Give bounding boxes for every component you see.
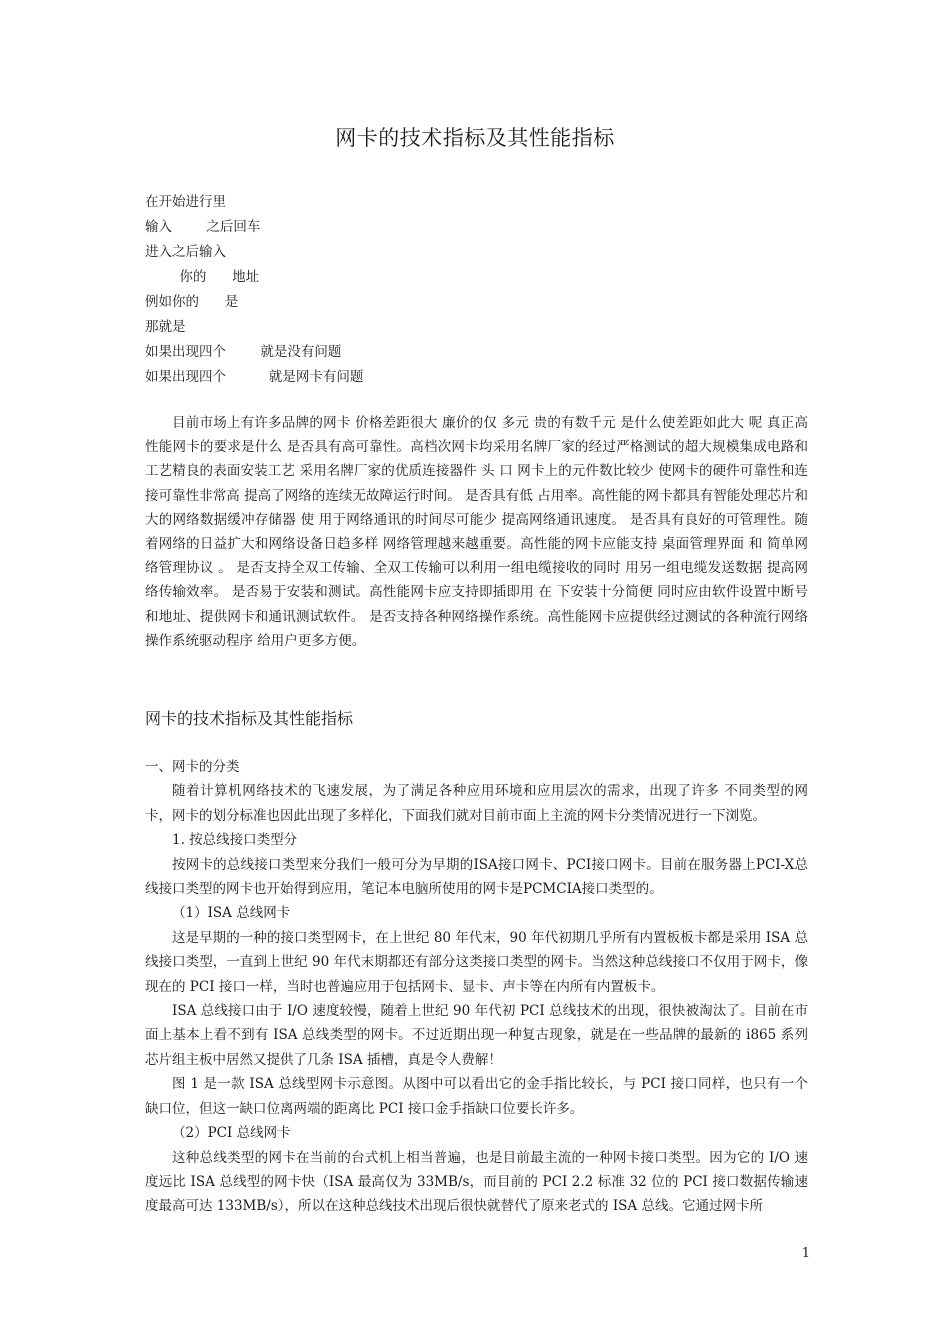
pci-paragraph: 这种总线类型的网卡在当前的台式机上相当普遍，也是目前最主流的一种网卡接口类型。因为它的 I/O 速度远比 ISA 总线型的网卡快（ISA 最高仅为 33MB/s，而目前的 PCI 2.2 标准 32 位的 PCI 接口数据传输速度最高可达 133MB/s），所以在这种总线技术出现后很快就替代了原来老式的 ISA 总线。它通过网卡所 bbox=[145, 1149, 808, 1215]
isa-heading: （1）ISA 总线网卡 bbox=[172, 905, 291, 922]
step-line: 例如你的 是 bbox=[145, 294, 239, 310]
classification-intro: 随着计算机网络技术的飞速发展，为了满足各种应用环境和应用层次的需求，出现了许多 不同类型的网卡，网卡的划分标准也因此出现了多样化，下面我们就对目前市面上主流的网卡分类情况进行一下浏览。 bbox=[145, 783, 808, 824]
step-line: 输入 之后回车 bbox=[145, 219, 261, 235]
classification-section bbox=[145, 755, 808, 1219]
isa-paragraph: 图 1 是一款 ISA 总线型网卡示意图。从图中可以看出它的金手指比较长，与 PCI 接口同样，也只有一个缺口位，但这一缺口位离两端的距离比 PCI 接口金手指缺口位要长许多。 bbox=[145, 1076, 808, 1117]
isa-paragraph: 这是早期的一种的接口类型网卡，在上世纪 80 年代末，90 年代初期几乎所有内置板板卡都是采用 ISA 总线接口类型，一直到上世纪 90 年代末期都还有部分这类接口类型的网卡。当然这种总线接口不仅用于网卡，像现在的 PCI 接口一样，当时也普遍应用于包括网卡、显卡、声卡等在内所有内置板卡。 bbox=[145, 929, 808, 995]
bus-type-paragraph: 按网卡的总线接口类型来分我们一般可分为早期的ISA接口网卡、PCI接口网卡。目前在服务器上PCI-X总线接口类型的网卡也开始得到应用，笔记本电脑所使用的网卡是PCMCIA接口类型的。 bbox=[145, 856, 808, 898]
step-line: 在开始进行里 bbox=[145, 194, 226, 210]
bus-type-subheading: 1. 按总线接口类型分 bbox=[172, 832, 298, 849]
step-line: 如果出现四个 就是网卡有问题 bbox=[145, 369, 364, 385]
step-line: 如果出现四个 就是没有问题 bbox=[145, 344, 342, 360]
section-title: 网卡的技术指标及其性能指标 bbox=[145, 709, 354, 728]
intro-paragraph: 目前市场上有许多品牌的网卡 价格差距很大 廉价的仅 多元 贵的有数千元 是什么使差距如此大 呢 真正高性能网卡的要求是什么 是否具有高可靠性。高档次网卡均采用名牌厂家的经过严格测试的超大规模集成电路和工艺精良的表面安装工艺 采用名牌厂家的优质连接器件 头 口 网卡上的元件数比较少 使网卡的硬件可靠性和连接可靠性非常高 提高了网络的连续无故障运行时间。 是否具有低 占用率。高性能的网卡都具有智能处理芯片和大的网络数据缓冲存储器 使 用于网络通讯的时间尽可能少 提高网络通讯速度。 是否具有良好的可管理性。随着网络的日益扩大和网络设备日趋多样 网络管理越来越重要。高性能的网卡应能支持 桌面管理界面 和 简单网络管理协议 。 是否支持全双工传输、全双工传输可以利用一组电缆接收的同时 用另一组电缆发送数据 提高网络传输效率。 是否易于安装和测试。高性能网卡应支持即插即用 在 下安装十分简便 同时应由软件设置中断号和地址、提供网卡和通讯测试软件。 是否支持各种网络操作系统。高性能网卡应提供经过测试的各种流行网络操作系统驱动程序 给用户更多方便。 bbox=[145, 415, 808, 649]
classification-heading: 一、网卡的分类 bbox=[145, 759, 240, 775]
pci-heading: （2）PCI 总线网卡 bbox=[172, 1125, 291, 1142]
step-line: 你的 地址 bbox=[145, 269, 260, 285]
isa-paragraph: ISA 总线接口由于 I/O 速度较慢，随着上世纪 90 年代初 PCI 总线技术的出现，很快被淘汰了。目前在市面上基本上看不到有 ISA 总线类型的网卡。不过近期出现一种复古现象，就是在一些品牌的最新的 i865 系列芯片组主板中居然又提供了几条 ISA 插槽，真是令人费解！ bbox=[145, 1003, 808, 1068]
page-number: 1 bbox=[801, 1246, 810, 1261]
setup-steps bbox=[145, 190, 805, 390]
step-line: 进入之后输入 bbox=[145, 244, 226, 260]
document-title: 网卡的技术指标及其性能指标 bbox=[335, 126, 615, 150]
step-line: 那就是 bbox=[145, 319, 186, 335]
